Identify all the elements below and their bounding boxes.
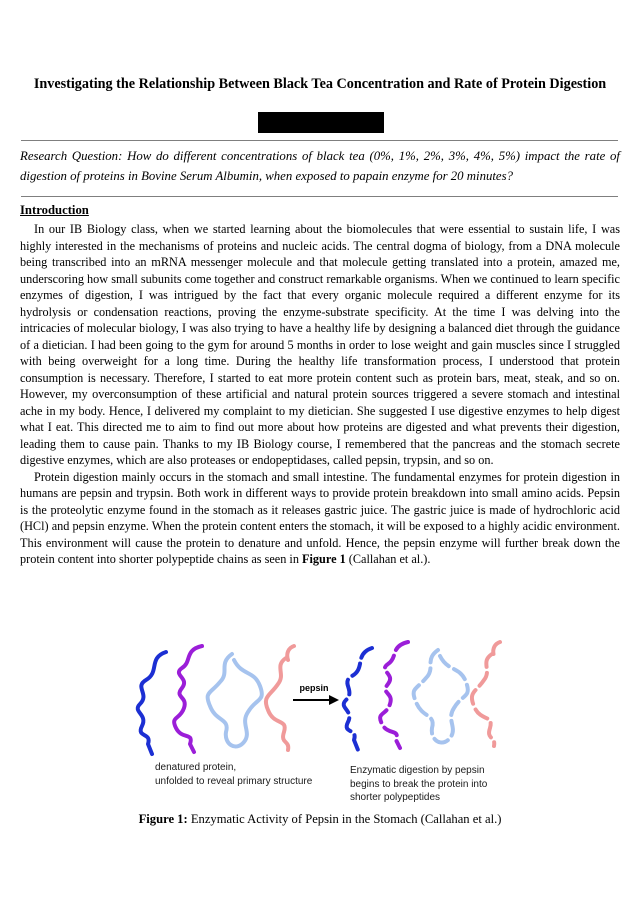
caption-line: shorter polypeptides (350, 792, 441, 803)
protein-strand-lightblue-broken (414, 650, 468, 743)
protein-strand-purple (174, 646, 202, 752)
introduction-heading: Introduction (20, 203, 89, 217)
figure-caption-label: Figure 1: (138, 812, 188, 826)
pepsin-arrow-label: pepsin (299, 683, 329, 693)
protein-strand-blue-broken (344, 648, 372, 750)
arrowhead-icon (329, 695, 339, 705)
caption-line: denatured protein, (155, 762, 237, 773)
page-title: Investigating the Relationship Between Black Tea Concentration and Rate of Protein Digestion (33, 76, 607, 92)
figure-caption-text: Enzymatic Activity of Pepsin in the Stomach (Callahan et al.) (187, 812, 502, 826)
redacted-author-name (258, 112, 384, 133)
figure-reference: Figure 1 (302, 552, 346, 566)
paragraph-text: Protein digestion mainly occurs in the stomach and small intestine. The fundamental enzymes for protein digestion in humans are pepsin and trypsin. Both work in different ways to provide protein breakdown into small amino acids. Pepsin is the proteolytic enzyme found in the stomach as it releases gastric juice. The gastric juice is made of hydrochloric acid (HCl) and pepsin enzyme. When the protein content enters the stomach, it will be exposed to a highly acidic environment. This environment will cause the protein to denature and unfold. Hence, the pepsin enzyme will further break down the protein content into shorter polypeptide chains as seen in (20, 469, 620, 566)
figure-left-caption (155, 761, 335, 788)
pepsin-arrow (293, 683, 339, 705)
digested-protein-drawing (344, 642, 500, 750)
introduction-section (20, 203, 620, 568)
research-question: Research Question: How do different concentrations of black tea (0%, 1%, 2%, 3%, 4%, 5%) impact the rate of digestion of proteins in Bovine Serum Albumin, when exposed to papain enzyme for 20 minutes? (20, 149, 620, 183)
protein-diagram (130, 638, 510, 776)
figure-right-caption (350, 764, 515, 805)
paragraph-text: In our IB Biology class, when we started learning about the biomolecules that were essential to sustain life, I was highly interested in the mechanisms of proteins and nucleic acids. The central dogma of biology, from a DNA molecule being transcribed into an mRNA messenger molecule and that molecule getting translated into a protein, amazed me, underscoring how small subunits come together and construct remarkable organisms. When we continued to learn specific enzymes of digestion, I was intrigued by the fact that every organic molecule required a different enzyme for its hydrolysis or condensation reactions, proving the enzyme-substrate specificity. At the time I was delving into the intricacies of molecular biology, I was also trying to have a healthy life by designing a balanced diet through the guidance of a dietician. I had been going to the gym for around 5 months in order to lose weight and gain muscles since I struggled with being overweight for a long time. During the healthy life transformation process, I understood that protein consumption is necessary. Therefore, I started to eat more protein content such as protein bars, meat, steak, and so on. However, my overconsumption of these artificial and natural protein sources triggered a severe stomach and intestinal ache in my body. Hence, I delivered my complaint to my dietician. She suggested I use digestive enzymes to help digest what I eat. This directed me to aim to find out more about how proteins are digested and what prevents their digestion, leading them to cause pain. Thanks to my IB Biology course, I remembered that the pancreas and the stomach secrete digestive enzymes, which are also proteases or endopeptidases, called pepsin, trypsin, and so on. (20, 222, 620, 467)
caption-line: begins to break the protein into (350, 778, 488, 790)
divider-bottom (21, 196, 618, 197)
protein-strand-pink (266, 646, 294, 750)
figure-1-image (130, 632, 510, 810)
protein-strand-lightblue (208, 654, 262, 747)
protein-strand-blue (138, 652, 166, 754)
introduction-paragraph-1 (20, 221, 620, 469)
paragraph-text: (Callahan et al.). (345, 552, 431, 566)
protein-strand-pink-broken (472, 642, 500, 746)
caption-line: unfolded to reveal primary structure (155, 775, 313, 787)
divider-top (21, 140, 618, 141)
figure-caption (0, 812, 640, 827)
introduction-paragraph-2 (20, 469, 620, 568)
caption-line: Enzymatic digestion by pepsin (350, 765, 485, 776)
protein-strand-purple-broken (380, 642, 408, 748)
denatured-protein-drawing (138, 646, 294, 754)
